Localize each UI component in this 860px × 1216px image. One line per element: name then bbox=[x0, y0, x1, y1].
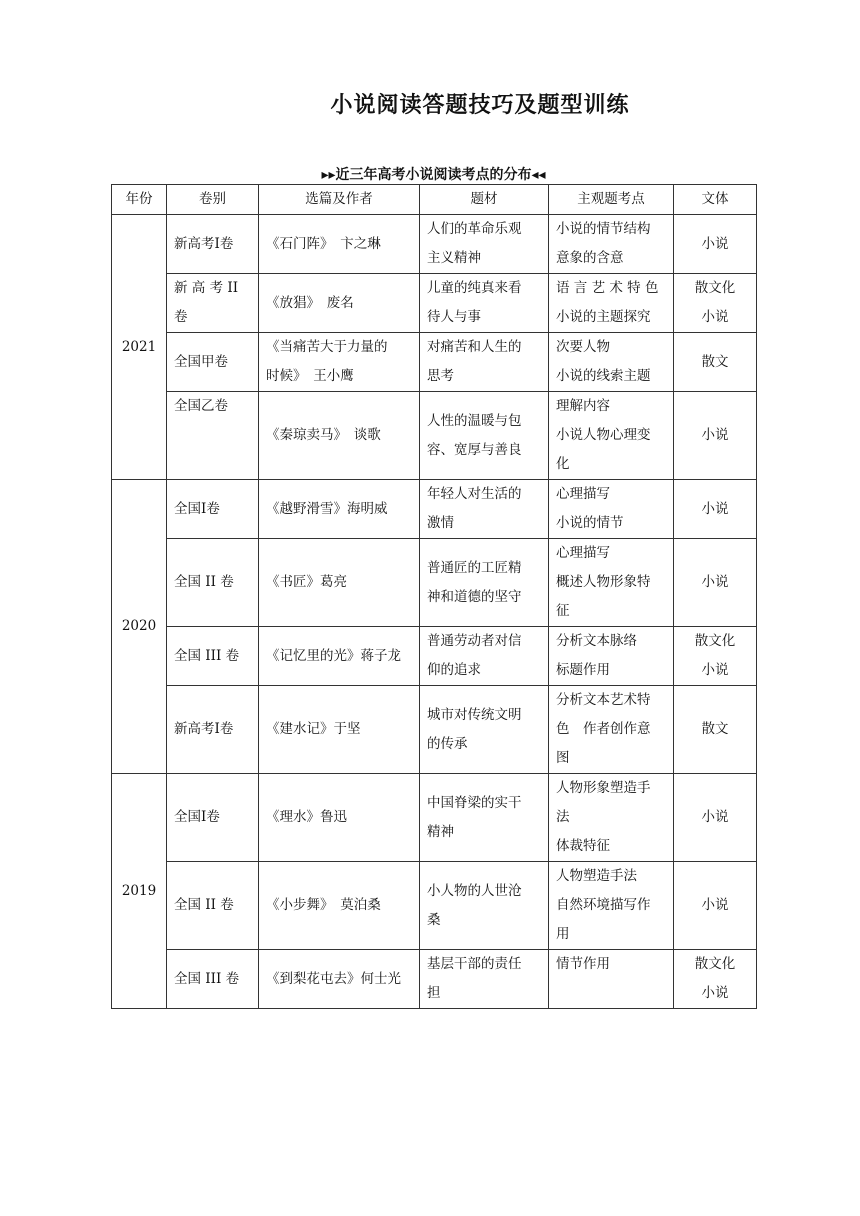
paper-cell bbox=[167, 686, 259, 774]
theme-cell bbox=[420, 774, 549, 862]
header-points: 主观题考点 bbox=[549, 185, 674, 215]
points-cell-line: 语 言 艺 术 特 色 bbox=[556, 280, 659, 296]
table-caption: ▸▸近三年高考小说阅读考点的分布◂◂ bbox=[321, 167, 546, 183]
points-cell-line: 分析文本脉络 bbox=[556, 633, 637, 649]
table-header-row bbox=[112, 185, 757, 215]
table-row bbox=[112, 950, 757, 1009]
points-cell-line: 法 bbox=[556, 809, 570, 825]
genre-cell-line: 小说 bbox=[701, 574, 729, 590]
table-row bbox=[112, 862, 757, 950]
paper-cell-line: 全国 II 卷 bbox=[174, 897, 234, 913]
points-cell bbox=[549, 333, 674, 392]
table-row bbox=[112, 686, 757, 774]
points-cell bbox=[549, 392, 674, 480]
genre-cell bbox=[674, 774, 757, 862]
genre-cell-line: 小说 bbox=[701, 235, 729, 252]
paper-cell-line: 全国甲卷 bbox=[174, 353, 228, 370]
points-cell-line: 小说人物心理变 bbox=[556, 427, 651, 443]
genre-cell bbox=[674, 215, 757, 274]
points-cell-line: 人物塑造手法 bbox=[556, 868, 637, 884]
paper-cell-line: 新 高 考 II bbox=[174, 280, 239, 296]
points-cell bbox=[549, 862, 674, 950]
header-paper: 卷别 bbox=[167, 185, 259, 215]
work-cell bbox=[259, 480, 420, 539]
points-cell bbox=[549, 774, 674, 862]
genre-cell bbox=[674, 862, 757, 950]
genre-cell-line: 散文化 bbox=[694, 280, 736, 296]
table-row bbox=[112, 392, 757, 480]
work-cell bbox=[259, 333, 420, 392]
work-cell-line: 《秦琼卖马》 谈歌 bbox=[266, 427, 381, 443]
points-cell bbox=[549, 627, 674, 686]
points-cell-line: 自然环境描写作 bbox=[556, 897, 651, 913]
work-cell-line: 《记忆里的光》蒋子龙 bbox=[266, 647, 401, 664]
work-cell-line: 《建水记》于坚 bbox=[266, 721, 361, 737]
points-cell bbox=[549, 950, 674, 1009]
points-cell-line: 心理描写 bbox=[556, 486, 610, 502]
table-row bbox=[112, 774, 757, 862]
theme-cell-line: 普通匠的工匠精 bbox=[427, 559, 522, 576]
paper-cell-line: 全国 III 卷 bbox=[174, 970, 240, 987]
genre-cell bbox=[674, 686, 757, 774]
work-cell-line: 时候》 王小鹰 bbox=[266, 368, 354, 384]
header-theme: 题材 bbox=[420, 185, 549, 215]
work-cell-line: 《理水》鲁迅 bbox=[266, 809, 347, 825]
points-cell-line: 体裁特征 bbox=[556, 838, 610, 854]
theme-cell bbox=[420, 686, 549, 774]
theme-cell-line: 仰的追求 bbox=[427, 662, 481, 678]
theme-cell-line: 年轻人对生活的 bbox=[427, 486, 522, 502]
genre-cell-line: 散文 bbox=[701, 353, 729, 370]
points-cell bbox=[549, 480, 674, 539]
theme-cell-line: 的传承 bbox=[427, 735, 468, 752]
genre-cell bbox=[674, 539, 757, 627]
theme-cell-line: 城市对传统文明 bbox=[427, 706, 522, 723]
work-cell bbox=[259, 686, 420, 774]
work-cell bbox=[259, 950, 420, 1009]
year-cell: 2019 bbox=[112, 774, 167, 1009]
points-cell-line: 概述人物形象特 bbox=[556, 574, 651, 590]
points-cell-line: 人物形象塑造手 bbox=[556, 780, 651, 796]
genre-cell-line: 小说 bbox=[701, 985, 729, 1001]
work-cell-line: 《到梨花屯去》何士光 bbox=[266, 970, 401, 987]
paper-cell bbox=[167, 333, 259, 392]
theme-cell bbox=[420, 392, 549, 480]
points-cell-line: 化 bbox=[556, 456, 570, 472]
theme-cell-line: 中国脊梁的实干 bbox=[427, 794, 522, 811]
points-cell-line: 意象的含意 bbox=[556, 250, 624, 266]
work-cell bbox=[259, 627, 420, 686]
points-cell-line: 次要人物 bbox=[556, 339, 610, 355]
points-cell-line: 理解内容 bbox=[556, 398, 610, 414]
points-cell-line: 小说的线索主题 bbox=[556, 368, 651, 384]
table-row bbox=[112, 215, 757, 274]
table-body bbox=[112, 215, 757, 1009]
points-cell-line: 标题作用 bbox=[556, 662, 610, 678]
work-cell-line: 《小步舞》 莫泊桑 bbox=[266, 897, 381, 913]
paper-cell bbox=[167, 480, 259, 539]
work-cell bbox=[259, 539, 420, 627]
theme-cell-line: 基层干部的责任 bbox=[427, 956, 522, 972]
theme-cell bbox=[420, 862, 549, 950]
theme-cell-line: 思考 bbox=[427, 368, 454, 384]
paper-cell bbox=[167, 274, 259, 333]
theme-cell-line: 对痛苦和人生的 bbox=[427, 339, 522, 355]
paper-cell bbox=[167, 392, 259, 480]
paper-cell bbox=[167, 539, 259, 627]
points-cell-line: 小说的主题探究 bbox=[556, 309, 651, 325]
points-cell-line: 分析文本艺术特 bbox=[556, 692, 651, 708]
year-cell: 2020 bbox=[112, 480, 167, 774]
table-row bbox=[112, 274, 757, 333]
work-cell bbox=[259, 392, 420, 480]
genre-cell bbox=[674, 274, 757, 333]
points-cell-line: 小说的情节结构 bbox=[556, 221, 651, 237]
table-row bbox=[112, 333, 757, 392]
paper-cell bbox=[167, 774, 259, 862]
genre-cell-line: 小说 bbox=[701, 427, 729, 443]
points-cell-line: 情节作用 bbox=[556, 956, 610, 972]
paper-cell-line: 全国 II 卷 bbox=[174, 574, 234, 590]
work-cell bbox=[259, 215, 420, 274]
header-year: 年份 bbox=[112, 185, 167, 215]
genre-cell bbox=[674, 333, 757, 392]
paper-cell-line: 全国 III 卷 bbox=[174, 647, 240, 664]
points-cell-line: 用 bbox=[556, 926, 570, 942]
work-cell bbox=[259, 274, 420, 333]
theme-cell bbox=[420, 274, 549, 333]
table-row bbox=[112, 627, 757, 686]
genre-cell-line: 小说 bbox=[701, 500, 729, 517]
header-work: 选篇及作者 bbox=[259, 185, 420, 215]
theme-cell-line: 神和道德的坚守 bbox=[427, 588, 522, 605]
paper-cell-line: 新高考Ⅰ卷 bbox=[174, 721, 234, 737]
theme-cell-line: 小人物的人世沧 bbox=[427, 882, 522, 899]
header-genre: 文体 bbox=[674, 185, 757, 215]
table-row bbox=[112, 539, 757, 627]
work-cell-line: 《放猖》 废名 bbox=[266, 294, 354, 311]
points-cell-line: 图 bbox=[556, 750, 570, 766]
theme-cell-line: 人性的温暖与包 bbox=[427, 412, 522, 429]
points-cell bbox=[549, 539, 674, 627]
theme-cell-line: 待人与事 bbox=[427, 309, 481, 325]
theme-cell-line: 担 bbox=[427, 985, 441, 1001]
genre-cell-line: 散文化 bbox=[694, 633, 736, 649]
paper-cell-line: 全国Ⅰ卷 bbox=[174, 500, 220, 517]
theme-cell-line: 主义精神 bbox=[427, 250, 481, 266]
points-cell bbox=[549, 215, 674, 274]
paper-cell bbox=[167, 627, 259, 686]
theme-cell-line: 精神 bbox=[427, 823, 454, 840]
points-cell-line: 小说的情节 bbox=[556, 515, 624, 531]
work-cell-line: 《书匠》葛亮 bbox=[266, 574, 347, 590]
page-title: 小说阅读答题技巧及题型训练 bbox=[330, 92, 630, 118]
genre-cell bbox=[674, 480, 757, 539]
genre-cell-line: 小说 bbox=[701, 309, 729, 325]
theme-cell bbox=[420, 480, 549, 539]
genre-cell bbox=[674, 950, 757, 1009]
paper-cell bbox=[167, 950, 259, 1009]
points-cell-line: 色 作者创作意 bbox=[556, 721, 651, 737]
paper-cell bbox=[167, 862, 259, 950]
work-cell-line: 《当痛苦大于力量的 bbox=[266, 339, 388, 355]
exam-distribution-table bbox=[111, 184, 757, 1009]
work-cell-line: 《越野滑雪》海明威 bbox=[266, 500, 388, 517]
theme-cell-line: 容、宽厚与善良 bbox=[427, 441, 522, 458]
theme-cell bbox=[420, 950, 549, 1009]
genre-cell-line: 散文 bbox=[701, 721, 729, 737]
year-cell: 2021 bbox=[112, 215, 167, 480]
points-cell-line: 心理描写 bbox=[556, 545, 610, 561]
theme-cell-line: 人们的革命乐观 bbox=[427, 221, 522, 237]
table-row bbox=[112, 480, 757, 539]
work-cell-line: 《石门阵》 卞之琳 bbox=[266, 235, 381, 252]
genre-cell-line: 散文化 bbox=[694, 956, 736, 972]
theme-cell-line: 桑 bbox=[427, 911, 441, 928]
genre-cell bbox=[674, 392, 757, 480]
theme-cell bbox=[420, 333, 549, 392]
paper-cell-line: 全国乙卷 bbox=[174, 398, 228, 414]
theme-cell-line: 儿童的纯真来看 bbox=[427, 280, 522, 296]
theme-cell-line: 普通劳动者对信 bbox=[427, 633, 522, 649]
genre-cell bbox=[674, 627, 757, 686]
points-cell bbox=[549, 274, 674, 333]
genre-cell-line: 小说 bbox=[701, 897, 729, 913]
paper-cell-line: 新高考Ⅰ卷 bbox=[174, 235, 234, 252]
points-cell bbox=[549, 686, 674, 774]
paper-cell-line: 全国Ⅰ卷 bbox=[174, 809, 220, 825]
theme-cell-line: 激情 bbox=[427, 515, 454, 531]
work-cell bbox=[259, 774, 420, 862]
points-cell-line: 征 bbox=[556, 603, 570, 619]
theme-cell bbox=[420, 215, 549, 274]
genre-cell-line: 小说 bbox=[701, 662, 729, 678]
genre-cell-line: 小说 bbox=[701, 809, 729, 825]
paper-cell-line: 卷 bbox=[174, 309, 188, 325]
theme-cell bbox=[420, 627, 549, 686]
work-cell bbox=[259, 862, 420, 950]
theme-cell bbox=[420, 539, 549, 627]
paper-cell bbox=[167, 215, 259, 274]
